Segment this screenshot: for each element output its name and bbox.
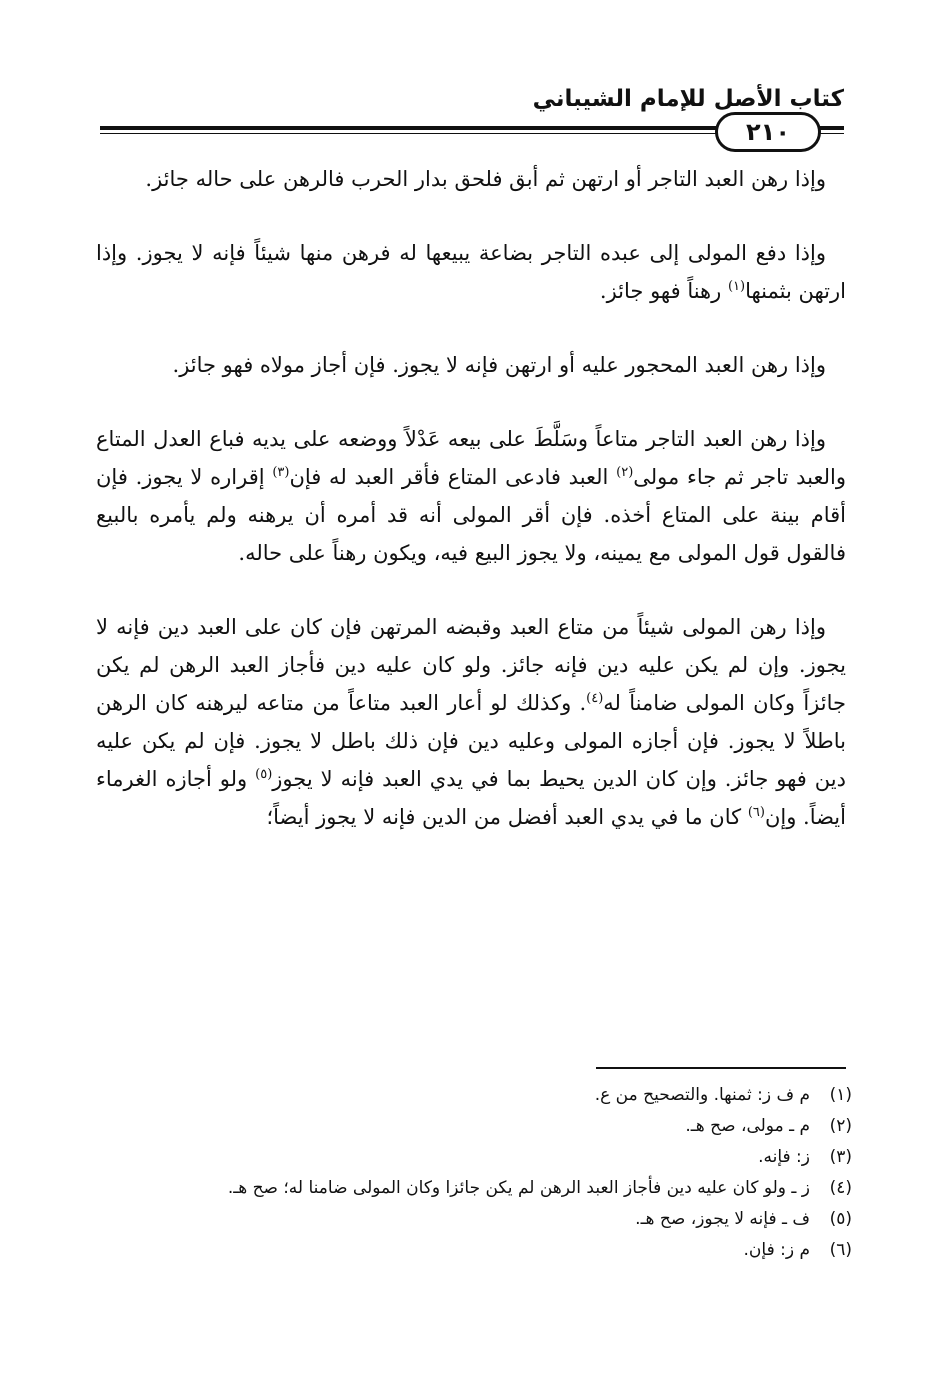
paragraph-text: وإذا دفع المولى إلى عبده التاجر بضاعة يبيعها له فرهن منها شيئاً فإنه لا يجوز. وإذا ارتهن بثمنها [96,241,846,303]
paragraph-text: رهناً فهو جائز. [599,279,728,303]
footnote [100,1080,852,1111]
footnote-marker: (٤) [586,691,604,706]
main-text [96,160,846,836]
footnote-text: م ـ مولى، صح هـ. [685,1116,810,1136]
paragraph-text: إقراره لا يجوز. فإن أقام بينة على المتاع أخذه. فإن أقر المولى أنه قد أمره أن يرهنه ولم يأمره بالبيع فالقول قول المولى مع يمينه، ولا يجوز البيع فيه، ويكون رهناً على حاله. [96,465,846,565]
footnote-text: م ف ز: ثمنها. والتصحيح من ع. [594,1085,810,1105]
footnote-marker: (٥) [255,767,273,782]
footnote-number: (٥) [829,1209,852,1229]
paragraph-text: وإذا رهن المولى شيئاً من متاع العبد وقبضه المرتهن فإن كان على العبد دين فإنه لا يجوز. وإن لم يكن عليه دين فإنه جائز. ولو كان عليه دين فأجاز العبد الرهن لم يكن جائزاً وكان المولى ضامناً له [96,615,846,715]
paragraph-text: كان ما في يدي العبد أفضل من الدين فإنه لا يجوز أيضاً؛ [266,805,748,829]
footnote [100,1204,852,1235]
footnote-number: (١) [829,1085,852,1105]
paragraph-text: ولو أجازه الغرماء أيضاً. وإن [96,767,846,829]
paragraph-text: وإذا رهن العبد التاجر متاعاً وسَلَّطَ على بيعه عَدْلاً ووضعه على يديه فباع العدل المتاع والعبد تاجر ثم جاء مولى [96,427,846,489]
footnote [100,1235,852,1266]
running-title: كتاب الأصل للإمام الشيباني [532,86,844,112]
footnote [100,1111,852,1142]
footnote-marker: (٣) [272,465,290,480]
paragraph-text: وإذا رهن العبد المحجور عليه أو ارتهن فإنه لا يجوز. فإن أجاز مولاه فهو جائز. [172,353,826,377]
paragraph [96,608,846,836]
paragraph [96,234,846,310]
paragraph-text: العبد فادعى المتاع فأقر العبد له فإن [289,465,617,489]
footnote-separator [596,1067,846,1069]
footnotes [100,1080,852,1266]
footnote-marker: (٢) [616,465,634,480]
footnote-marker: (٦) [747,805,765,820]
paragraph [96,160,846,198]
paragraph-text: . وكذلك لو أعار العبد متاعاً من متاعه ليرهنه كان الرهن باطلاً لا يجوز. فإن أجازه المولى وعليه دين فإن ذلك باطل لا يجوز. فإن لم يكن عليه دين فهو جائز. وإن كان الدين يحيط بما في يدي العبد فإنه لا يجوز [96,691,846,791]
footnote [100,1142,852,1173]
footnote [100,1173,852,1204]
footnote-number: (٦) [829,1240,852,1260]
footnote-text: ز ـ ولو كان عليه دين فأجاز العبد الرهن لم يكن جائزا وكان المولى ضامنا له؛ صح هـ. [227,1178,810,1198]
footnote-number: (٤) [829,1178,852,1198]
footnote-text: ف ـ فإنه لا يجوز، صح هـ. [635,1209,810,1229]
paragraph [96,420,846,572]
page-number: ٢١٠ [715,112,821,152]
paragraph-text: وإذا رهن العبد التاجر أو ارتهن ثم أبق فلحق بدار الحرب فالرهن على حاله جائز. [145,167,826,191]
footnote-number: (٣) [829,1147,852,1167]
paragraph [96,346,846,384]
footnote-marker: (١) [727,279,746,294]
footnote-number: (٢) [829,1116,852,1136]
footnote-text: م ز: فإن. [743,1240,810,1260]
footnote-text: ز: فإنه. [758,1147,810,1167]
